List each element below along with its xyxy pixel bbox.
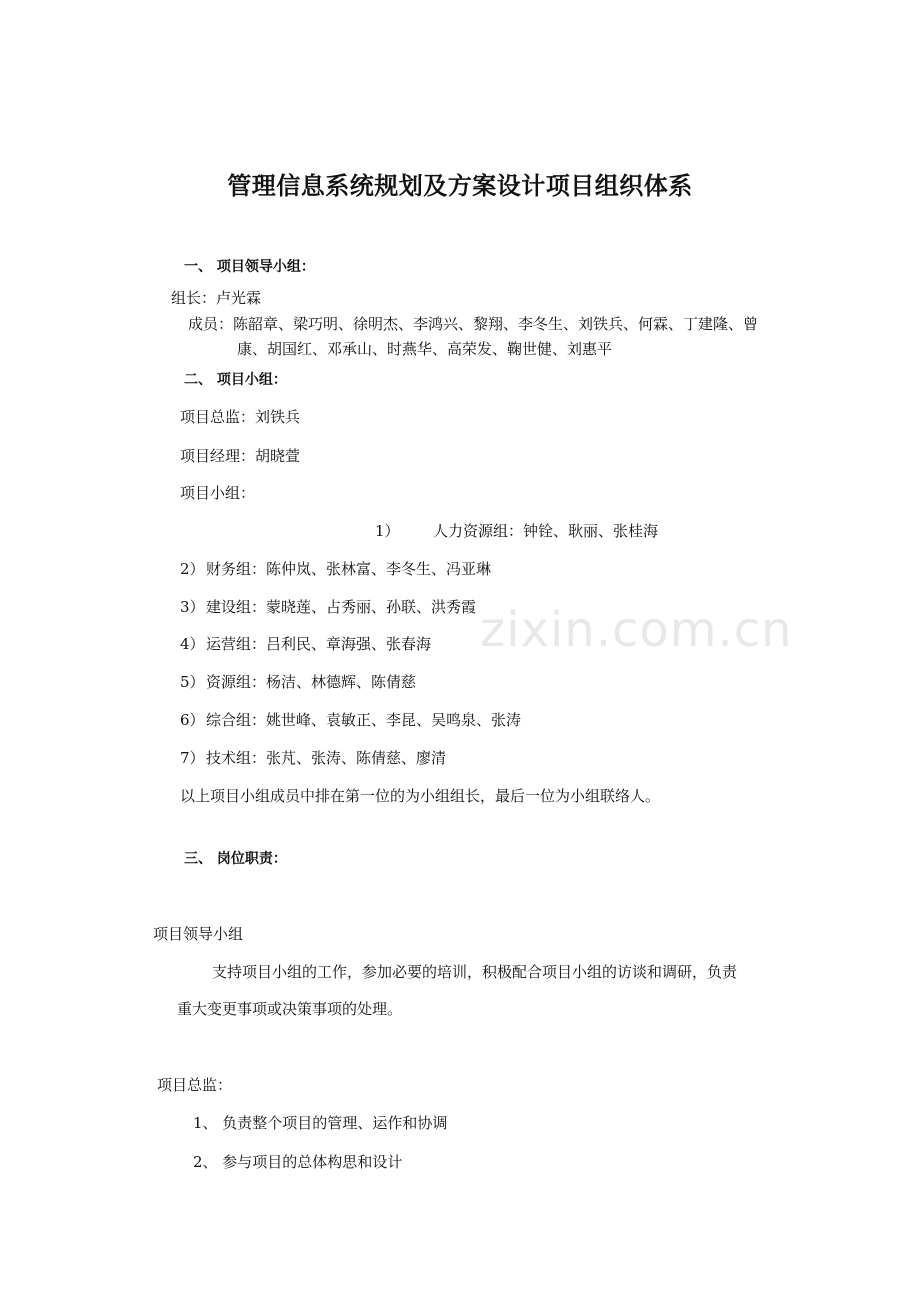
- project-director-line: 项目总监：刘铁兵: [180, 408, 301, 426]
- group-text: 资源组：杨洁、林德辉、陈倩慈: [206, 673, 417, 691]
- leadership-label: 项目领导小组: [153, 925, 244, 943]
- members-line-1: 成员：陈韶章、梁巧明、徐明杰、李鸿兴、黎翔、李冬生、刘铁兵、何霖、丁建隆、曾: [188, 315, 759, 333]
- project-manager-line: 项目经理：胡晓萱: [180, 447, 301, 465]
- director-duty-item: 2、 参与项目的总体构思和设计: [193, 1153, 403, 1171]
- section3-heading: 三、 岗位职责：: [184, 851, 287, 867]
- group-num: 1）: [375, 522, 400, 540]
- group-text: 人力资源组：钟铨、耿丽、张桂海: [433, 522, 659, 540]
- section2-heading: 二、 项目小组：: [184, 372, 287, 388]
- group-text: 综合组：姚世峰、袁敏正、李昆、吴鸣泉、张涛: [206, 711, 522, 729]
- leadership-duty-line-1: 支持项目小组的工作，参加必要的培训，积极配合项目小组的访谈和调研，负责: [212, 963, 738, 981]
- director-duty-item: 1、 负责整个项目的管理、运作和协调: [193, 1114, 448, 1132]
- document-title: 管理信息系统规划及方案设计项目组织体系: [227, 172, 693, 200]
- group-num: 6）: [180, 711, 205, 729]
- group-text: 技术组：张芃、张涛、陈倩慈、廖清: [206, 749, 447, 767]
- groups-note: 以上项目小组成员中排在第一位的为小组组长，最后一位为小组联络人。: [180, 787, 661, 805]
- director-duties-label: 项目总监：: [157, 1076, 233, 1094]
- members-line-2: 康、胡国红、邓承山、时燕华、高荣发、鞠世健、刘惠平: [237, 340, 613, 358]
- group-num: 7）: [180, 749, 205, 767]
- group-item: [180, 710, 521, 730]
- watermark: zixin.com.cn: [480, 602, 793, 658]
- group-num: 3）: [180, 598, 205, 616]
- group-num: 5）: [180, 673, 205, 691]
- project-groups-label: 项目小组：: [180, 484, 256, 502]
- group-text: 建设组：蒙晓莲、占秀丽、孙联、洪秀霞: [206, 598, 477, 616]
- group-num: 2）: [180, 560, 205, 578]
- group-text: 运营组：吕利民、章海强、张春海: [206, 635, 432, 653]
- group-num: 4）: [180, 635, 205, 653]
- group-item: [180, 634, 431, 654]
- group-text: 财务组：陈仲岚、张林富、李冬生、冯亚琳: [206, 560, 492, 578]
- leader-line: 组长：卢光霖: [171, 289, 262, 307]
- leadership-duty-line-2: 重大变更事项或决策事项的处理。: [177, 1000, 403, 1018]
- group-item: [375, 521, 658, 541]
- group-item: [180, 748, 446, 768]
- group-item: [180, 672, 416, 692]
- group-item: [180, 559, 491, 579]
- section1-heading: 一、 项目领导小组：: [184, 259, 315, 275]
- group-item: [180, 597, 476, 617]
